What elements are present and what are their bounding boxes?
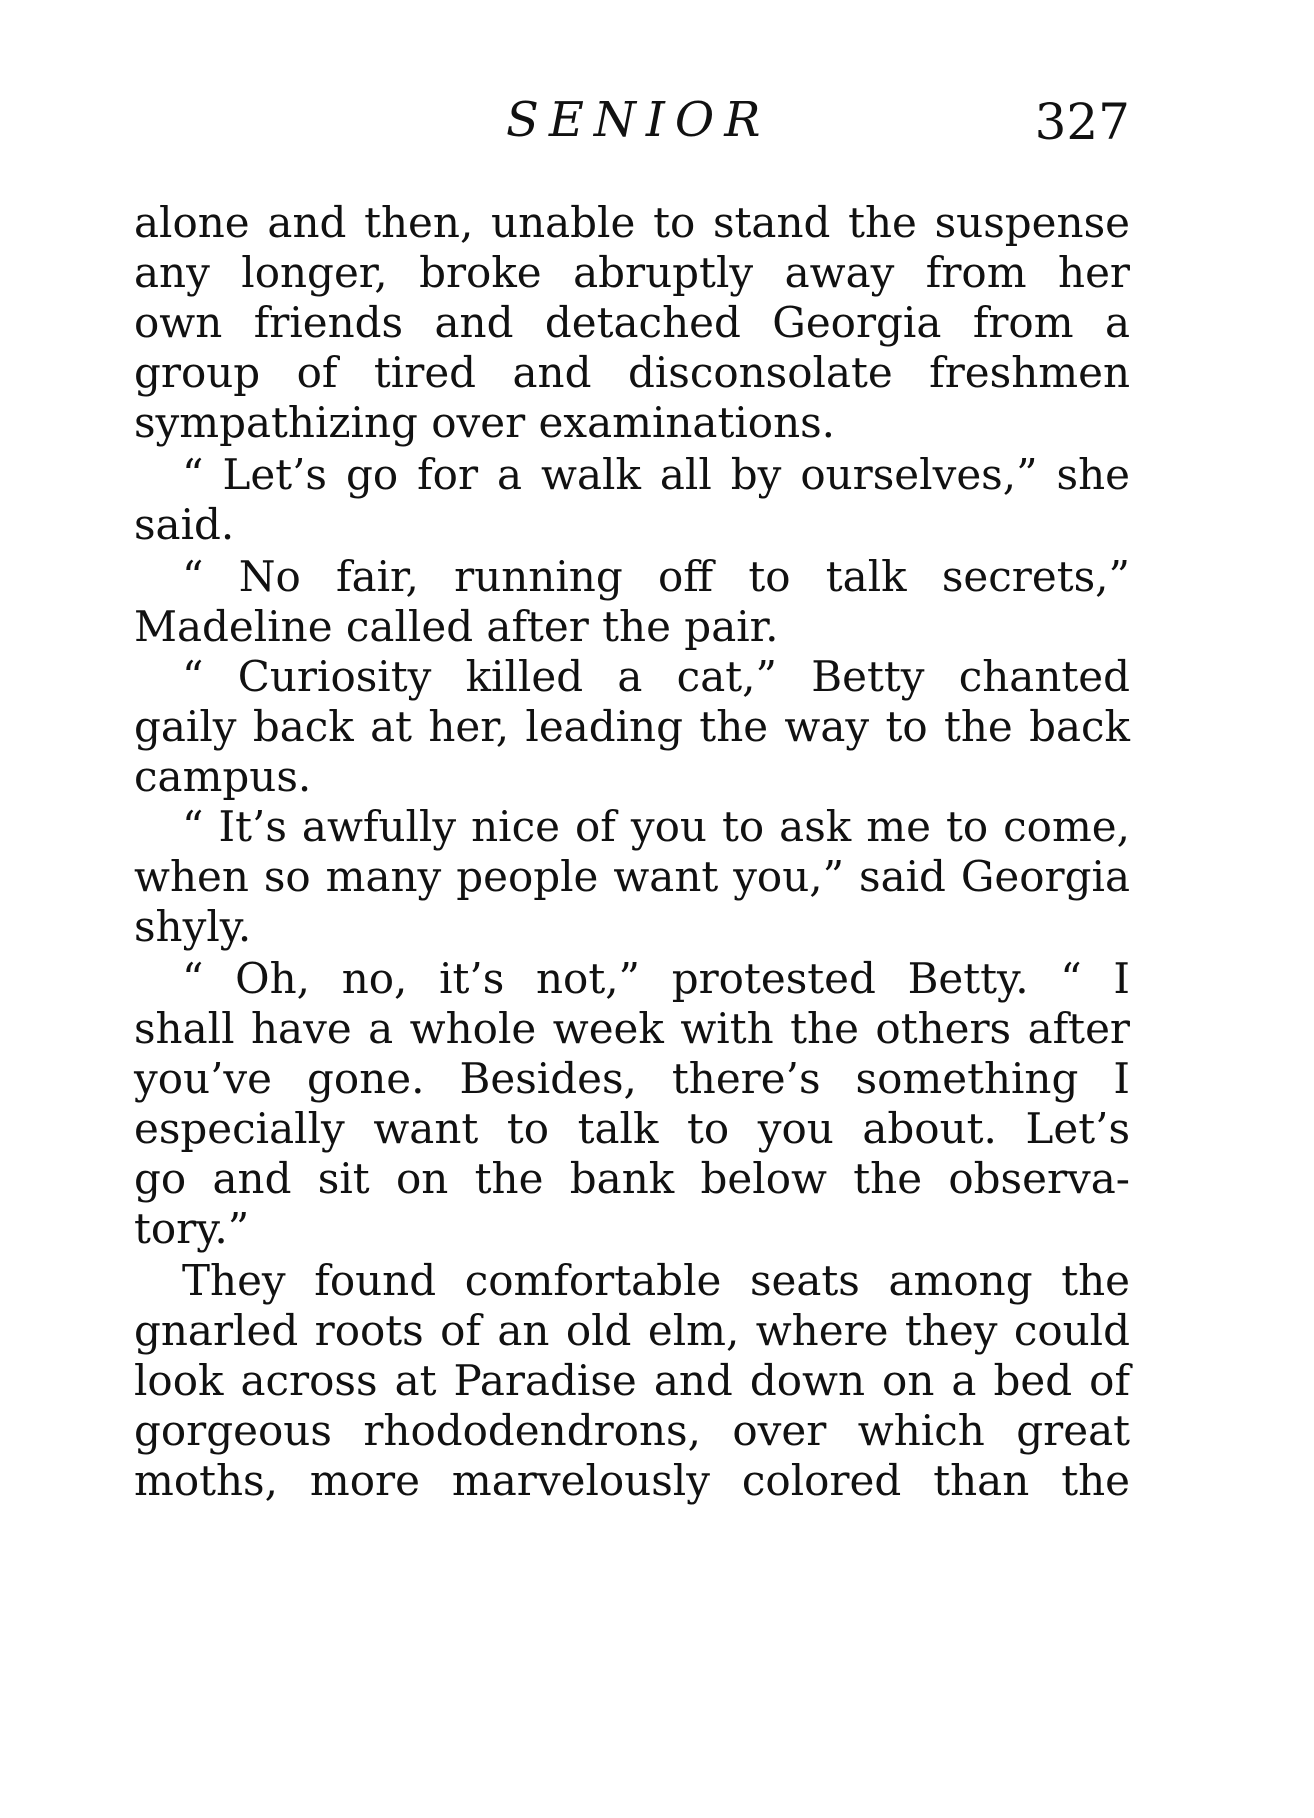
text-line: you’ve gone. Besides, there’s something I (134, 1054, 1130, 1103)
text-line: alone and then, unable to stand the suspense (134, 198, 1130, 247)
text-line: tory.” (134, 1204, 250, 1253)
text-line: sympathizing over examinations. (134, 398, 836, 447)
page-header (134, 88, 1130, 152)
text-line: “ No fair, running off to talk secrets,” (182, 552, 1130, 601)
text-line: campus. (134, 752, 312, 801)
text-line: moths, more marvelously colored than the (134, 1456, 1130, 1505)
running-title: SENIOR (506, 92, 771, 148)
text-line: look across at Paradise and down on a bed of (134, 1356, 1130, 1405)
text-line: “ It’s awfully nice of you to ask me to come, (182, 802, 1130, 851)
text-line: own friends and detached Georgia from a (134, 298, 1130, 347)
text-line: said. (134, 500, 235, 549)
text-line: group of tired and disconsolate freshmen (134, 348, 1130, 397)
text-line: especially want to talk to you about. Let’s (134, 1104, 1130, 1153)
text-line: shall have a whole week with the others after (134, 1004, 1130, 1053)
text-line: gnarled roots of an old elm, where they could (134, 1306, 1130, 1355)
text-line: gorgeous rhododendrons, over which great (134, 1406, 1130, 1455)
page-number: 327 (1034, 93, 1130, 151)
text-line: gaily back at her, leading the way to the back (134, 702, 1130, 751)
text-line: when so many people want you,” said Georgia (134, 852, 1130, 901)
text-line: They found comfortable seats among the (182, 1256, 1130, 1305)
text-line: “ Let’s go for a walk all by ourselves,” she (182, 450, 1130, 499)
text-line: go and sit on the bank below the observa- (134, 1154, 1130, 1203)
text-line: “ Oh, no, it’s not,” protested Betty. “ I (182, 954, 1130, 1003)
text-line: any longer, broke abruptly away from her (134, 248, 1130, 297)
text-line: “ Curiosity killed a cat,” Betty chanted (182, 652, 1130, 701)
text-line: shyly. (134, 902, 252, 951)
text-line: Madeline called after the pair. (134, 602, 779, 651)
